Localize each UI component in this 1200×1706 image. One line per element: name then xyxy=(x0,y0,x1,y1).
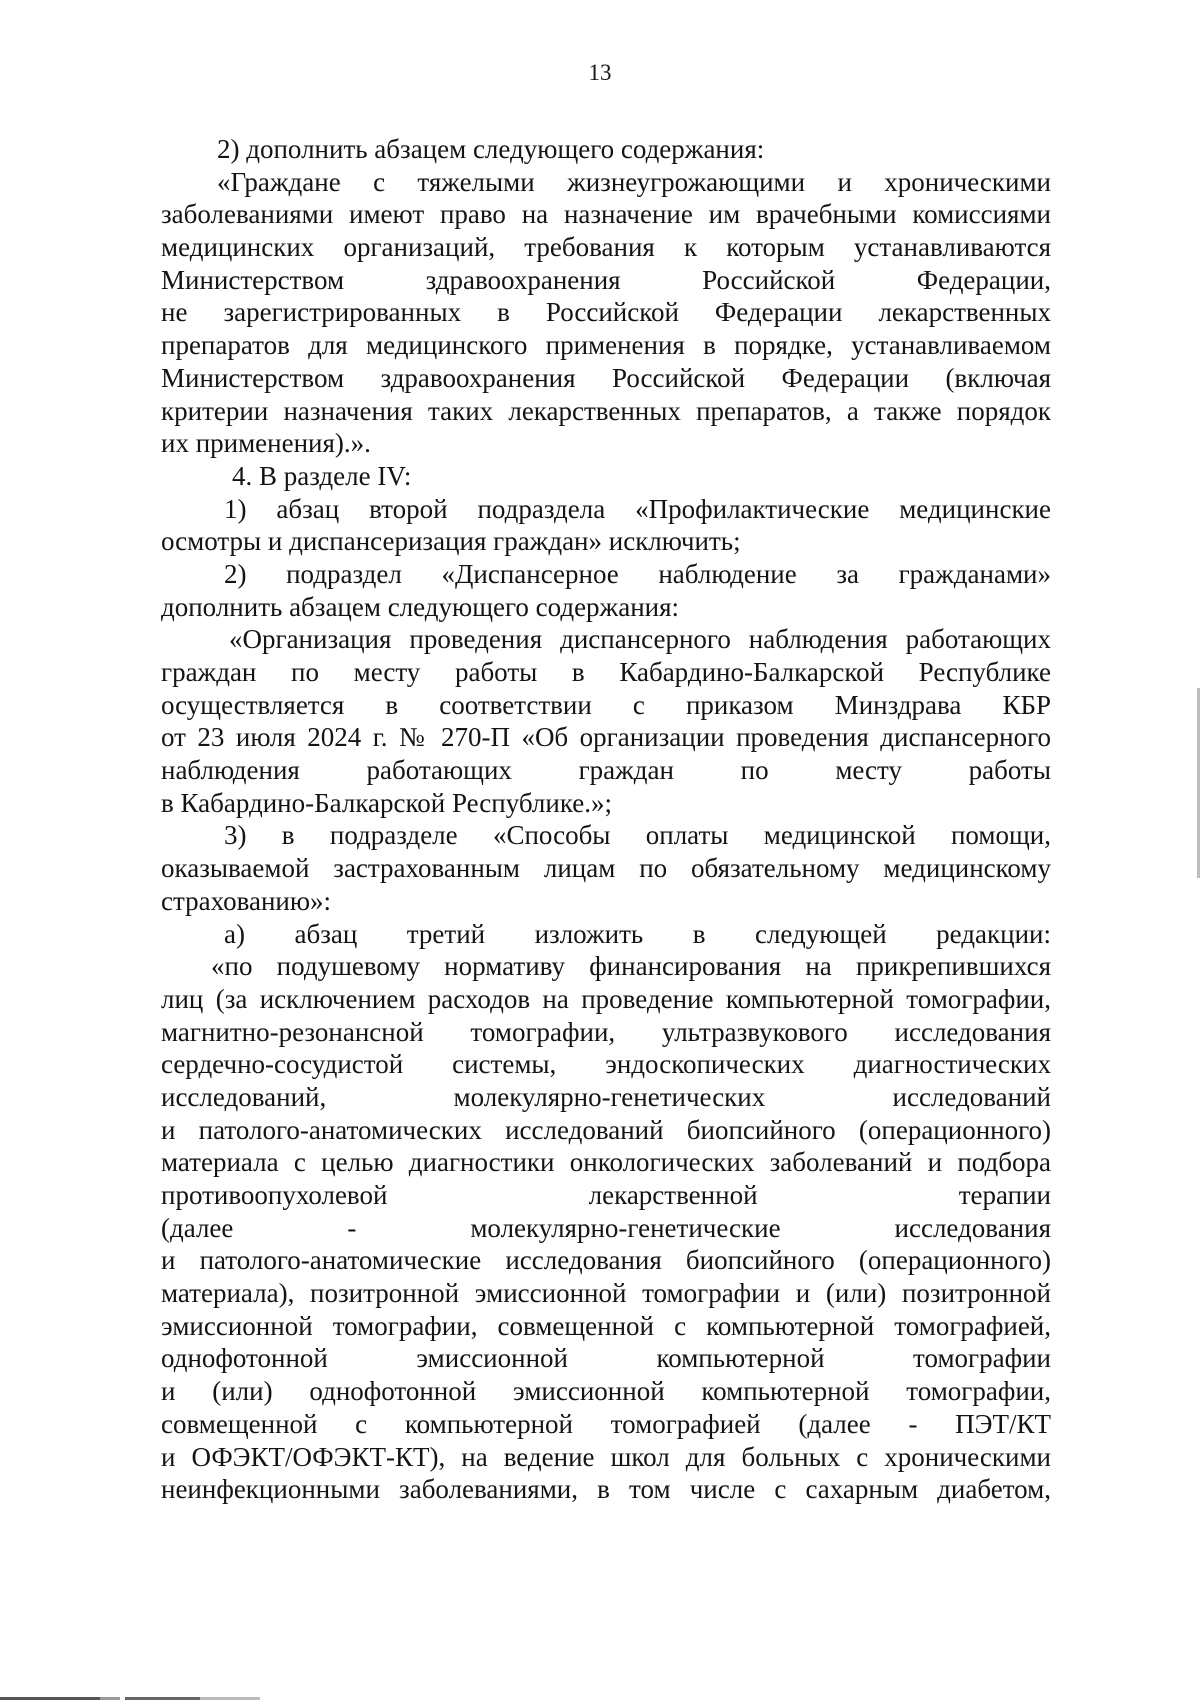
text-line: «Организация проведения диспансерного наблюдения работающих xyxy=(229,624,1051,655)
text-line: 1) абзац второй подраздела «Профилактические медицинские xyxy=(224,493,1051,524)
scan-bottom-artifact xyxy=(0,1697,260,1700)
text-line: осуществляется в соответствии с приказом Минздрава КБР xyxy=(161,689,1051,720)
text-line: 3) в подразделе «Способы оплаты медицинской помощи, xyxy=(224,820,1051,851)
text-line: и патолого-анатомические исследования биопсийного (операционного) xyxy=(161,1245,1051,1276)
text-line: противоопухолевой лекарственной терапии xyxy=(161,1180,1051,1210)
text-line: материала), позитронной эмиссионной томографии и (или) позитронной xyxy=(161,1278,1051,1309)
text-line: и патолого-анатомических исследований биопсийного (операционного) xyxy=(161,1114,1051,1145)
text-line: материала с целью диагностики онкологических заболеваний и подбора xyxy=(161,1147,1051,1178)
text-line: в Кабардино-Балкарской Республике.»; xyxy=(161,787,613,818)
text-line: совмещенной с компьютерной томографией (далее - ПЭТ/КТ xyxy=(161,1408,1051,1439)
text-line: и ОФЭКТ/ОФЭКТ-КТ), на ведение школ для больных с хроническими xyxy=(161,1441,1051,1472)
text-line: однофотонной эмиссионной компьютерной томографии xyxy=(161,1343,1051,1374)
text-line: наблюдения работающих граждан по месту работы xyxy=(161,755,1051,786)
text-line: 4. В разделе IV: xyxy=(232,460,412,491)
text-line: критерии назначения таких лекарственных препаратов, а также порядок xyxy=(161,395,1051,426)
text-line: их применения).». xyxy=(161,428,371,459)
document-body xyxy=(161,133,1051,1506)
text-line: оказываемой застрахованным лицам по обязательному медицинскому xyxy=(161,853,1051,884)
text-line: сердечно-сосудистой системы, эндоскопических диагностических xyxy=(161,1049,1051,1080)
text-line: магнитно-резонансной томографии, ультразвукового исследования xyxy=(161,1016,1051,1047)
text-line: (далее - молекулярно-генетические исследования xyxy=(161,1212,1051,1243)
text-line: осмотры и диспансеризация граждан» исключить; xyxy=(161,526,741,557)
text-line: дополнить абзацем следующего содержания: xyxy=(161,591,680,622)
text-line: эмиссионной томографии, совмещенной с компьютерной томографией, xyxy=(161,1310,1051,1341)
text-line: не зарегистрированных в Российской Федерации лекарственных xyxy=(161,297,1051,328)
text-line: «Граждане с тяжелыми жизнеугрожающими и хроническими xyxy=(217,166,1051,197)
text-line: и (или) однофотонной эмиссионной компьютерной томографии, xyxy=(161,1376,1051,1407)
page-number: 13 xyxy=(588,60,612,85)
text-line: «по подушевому нормативу финансирования на прикрепившихся xyxy=(211,951,1051,982)
text-line: заболеваниями имеют право на назначение им врачебными комиссиями xyxy=(161,199,1051,230)
text-line: Министерством здравоохранения Российской Федерации (включая xyxy=(161,362,1051,393)
text-line: исследований, молекулярно-генетических исследований xyxy=(161,1081,1051,1112)
text-line: страхованию»: xyxy=(161,885,332,916)
text-line: от 23 июля 2024 г. № 270-П «Об организации проведения диспансерного xyxy=(161,722,1051,753)
text-line: Министерством здравоохранения Российской Федерации, xyxy=(161,264,1051,295)
text-line: лиц (за исключением расходов на проведение компьютерной томографии, xyxy=(161,983,1051,1014)
text-line: 2) дополнить абзацем следующего содержания: xyxy=(217,134,765,164)
text-line: 2) подраздел «Диспансерное наблюдение за гражданами» xyxy=(224,558,1051,589)
text-line: медицинских организаций, требования к которым устанавливаются xyxy=(161,232,1051,263)
text-line: а) абзац третий изложить в следующей редакции: xyxy=(224,918,1051,949)
text-line: препаратов для медицинского применения в порядке, устанавливаемом xyxy=(161,330,1051,361)
text-line: неинфекционными заболеваниями, в том числе с сахарным диабетом, xyxy=(161,1474,1051,1505)
text-line: граждан по месту работы в Кабардино-Балкарской Республике xyxy=(161,657,1051,687)
